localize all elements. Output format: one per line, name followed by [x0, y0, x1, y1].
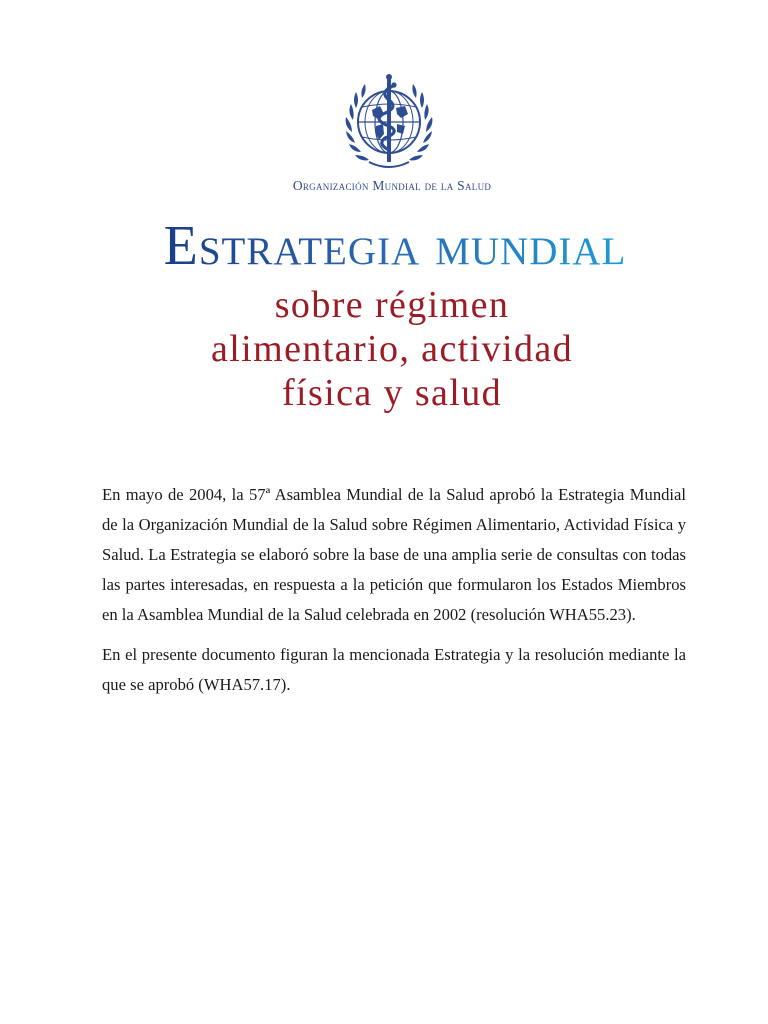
document-title-text: Estrategia mundial: [163, 215, 627, 277]
who-emblem-icon: [339, 72, 439, 176]
body-paragraph-1: En mayo de 2004, la 57ª Asamblea Mundial de la Salud aprobó la Estrategia Mundial de la Organización Mundial de la Salud sobre Régimen Alimentario, Actividad Física y Salud. La Estrategia se elaboró sobre la base de una amplia serie de consultas con todas las partes interesadas, en respuesta a la petición que formularon los Estados Miembros en la Asamblea Mundial de la Salud celebrada en 2002 (resolución WHA55.23).: [102, 485, 686, 624]
document-title: [0, 214, 768, 278]
subtitle-line-3: física y salud: [281, 372, 503, 414]
subtitle-line-1: sobre régimen: [274, 284, 510, 326]
body-paragraph-2: En el presente documento figuran la mencionada Estrategia y la resolución mediante la que se aprobó (WHA57.17).: [102, 645, 686, 694]
document-subtitle: [0, 283, 768, 415]
organization-name: Organización Mundial de la Salud: [292, 178, 492, 193]
subtitle-line-2: alimentario, actividad: [210, 328, 574, 370]
body-text: [102, 480, 686, 710]
